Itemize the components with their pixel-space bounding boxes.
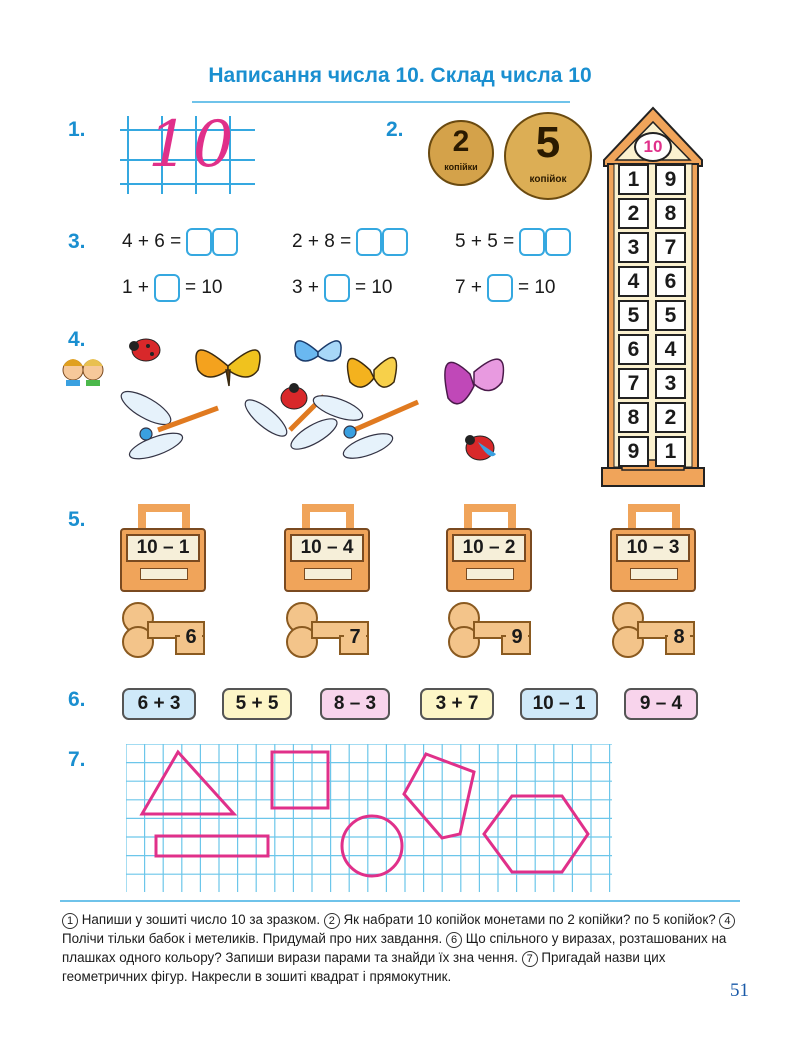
keyhole-plate [466,568,514,580]
tower-cell: 8 [655,198,686,229]
lock [284,528,370,592]
ladybug-icon [129,339,160,361]
expression-tile[interactable]: 3 + 7 [420,688,494,720]
lock [120,528,206,592]
coin-2-kopiyky: 2 копійки [428,120,494,186]
expression-tile[interactable]: 9 – 4 [624,688,698,720]
footer-divider [60,900,740,902]
ladybug-icon [465,435,496,460]
page-title: Написання числа 10. Склад числа 10 [208,64,592,87]
expression-tile[interactable]: 10 – 1 [520,688,598,720]
expression-tile[interactable]: 8 – 3 [320,688,390,720]
pentagon-shape [404,754,474,838]
keyhole-plate [304,568,352,580]
keyhole-plate [630,568,678,580]
tower-cell: 8 [618,402,649,433]
sample-number-10: 10 [148,108,238,182]
keyhole-plate [140,568,188,580]
lock-expression: 10 – 4 [290,534,364,562]
tower-cell: 7 [655,232,686,263]
answer-box[interactable] [324,274,350,302]
answer-box[interactable] [212,228,238,256]
kids-pair-icon [60,350,106,386]
tower-cell: 2 [655,402,686,433]
tower-cell: 9 [618,436,649,467]
tower-cell: 3 [655,368,686,399]
key-number[interactable]: 9 [506,626,528,648]
tower-cell: 7 [618,368,649,399]
key-number[interactable]: 8 [668,626,690,648]
answer-box[interactable] [356,228,382,256]
tower-top-number: 10 [634,132,672,162]
circle-shape [342,816,402,876]
answer-box[interactable] [154,274,180,302]
lock-expression: 10 – 3 [616,534,690,562]
key-number[interactable]: 6 [180,626,202,648]
tower-cell: 1 [655,436,686,467]
lock-expression: 10 – 1 [126,534,200,562]
rectangle-shape [156,836,268,856]
tower-cell: 3 [618,232,649,263]
key-number[interactable]: 7 [344,626,366,648]
butterfly-icon [445,359,504,404]
dragonfly-icon [118,385,218,464]
lock-expression: 10 – 2 [452,534,526,562]
equation: 1 + = 10 [122,274,222,302]
task-4-number: 4. [68,328,86,351]
coin-5-kopiyok: 5 копійок [504,112,592,200]
tower-cell: 4 [618,266,649,297]
answer-box[interactable] [186,228,212,256]
tower-cell: 5 [655,300,686,331]
equation: 4 + 6 = [122,228,238,256]
tower-cell: 1 [618,164,649,195]
tower-cell: 4 [655,334,686,365]
equation: 3 + = 10 [292,274,392,302]
answer-box[interactable] [545,228,571,256]
tower-rows [618,164,692,464]
butterfly-icon [196,350,260,386]
task-1-number: 1. [68,118,86,141]
insects-illustration [118,322,538,472]
triangle-shape [142,752,234,814]
expression-tile[interactable]: 6 + 3 [122,688,196,720]
instructions: 1 Напиши у зошиті число 10 за зразком. 2 Як набрати 10 копійок монетами по 2 копійки? по 5 копійок? 4 Полічи тільки бабок і метеликів. Придумай про них завдання. 6 Що спільного у виразах, розташованих на плашках одного кольору? Запиши вирази парами та знайди їх зна чення. 7 Пригадай назви цих геометричних фігур. Накресли в зошиті квадрат і прямокутник. [62,910,737,986]
equation: 5 + 5 = [455,228,571,256]
answer-box[interactable] [519,228,545,256]
title-divider [192,101,570,103]
expression-tile[interactable]: 5 + 5 [222,688,292,720]
butterfly-icon [348,358,397,388]
equation: 7 + = 10 [455,274,555,302]
butterfly-icon [295,341,341,361]
tower-cell: 6 [655,266,686,297]
equation: 2 + 8 = [292,228,408,256]
lock [610,528,696,592]
tower-cell: 9 [655,164,686,195]
task-6-number: 6. [68,688,86,711]
answer-box[interactable] [487,274,513,302]
tower-cell: 5 [618,300,649,331]
lock [446,528,532,592]
task-3-number: 3. [68,230,86,253]
task-5-number: 5. [68,508,86,531]
tower-cell: 6 [618,334,649,365]
answer-box[interactable] [382,228,408,256]
page-number: 51 [730,980,749,1001]
task-7-number: 7. [68,748,86,771]
task-2-number: 2. [386,118,404,141]
ladybug-icon [281,383,307,409]
tower-cell: 2 [618,198,649,229]
geometry-grid [126,744,612,892]
